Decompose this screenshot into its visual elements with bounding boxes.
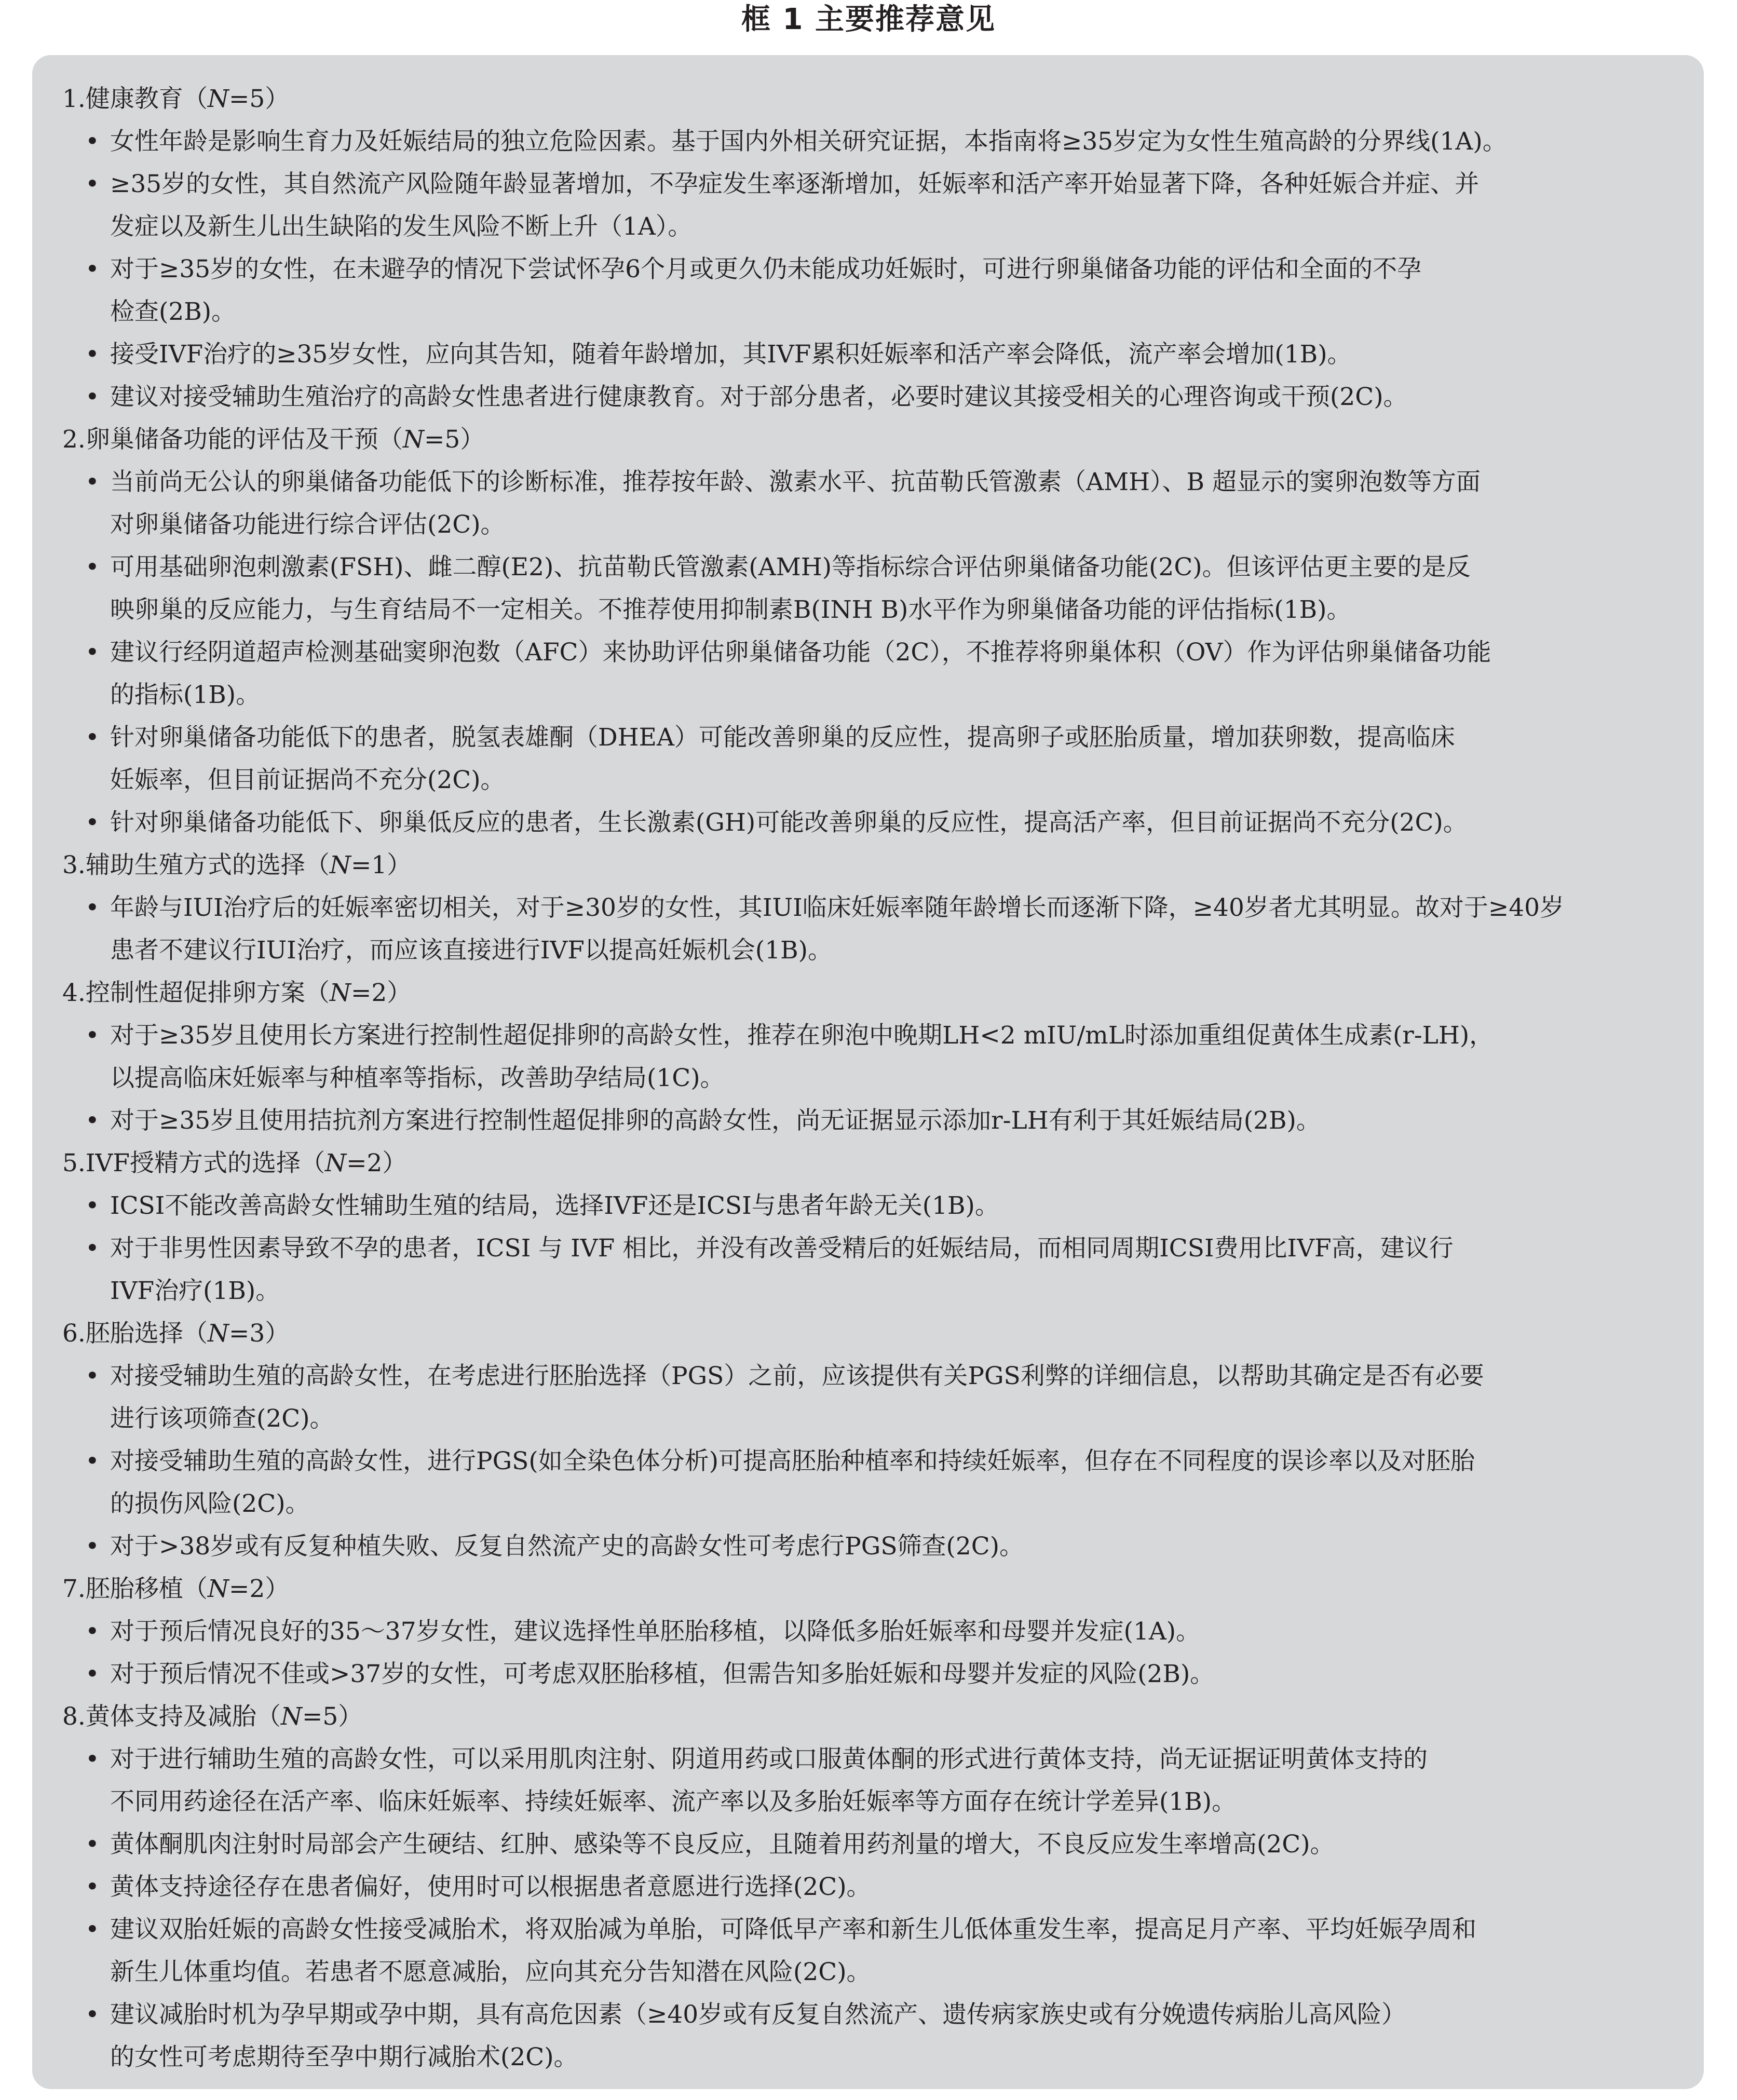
section-heading: 2.卵巢储备功能的评估及干预（N=5）: [62, 425, 485, 454]
section-title: 黄体支持及减胎: [85, 1702, 256, 1731]
bullet-list: [62, 461, 1688, 844]
recommendation-item: • 建议对接受辅助生殖治疗的高龄女性患者进行健康教育。对于部分患者，必要时建议其接受相关的心理咨询或干预(2C)。: [62, 376, 1688, 418]
section-number: 7.: [62, 1575, 86, 1603]
recommendation-item: • 当前尚无公认的卵巢储备功能低下的诊断标准，推荐按年龄、激素水平、抗苗勒氏管激素（AMH）、B 超显示的窦卵泡数等方面 对卵巢储备功能进行综合评估(2C)。: [62, 461, 1688, 546]
bullet-list: [62, 120, 1688, 418]
section-heading: 6.胚胎选择（N=3）: [62, 1319, 290, 1348]
section-count: 5: [322, 1702, 338, 1731]
recommendations-panel: [32, 55, 1704, 2089]
recommendation-item: • 建议减胎时机为孕早期或孕中期，具有高危因素（≥40岁或有反复自然流产、遗传病家族史或有分娩遗传病胎儿高风险） 的女性可考虑期待至孕中期行减胎术(2C)。: [62, 1994, 1688, 2079]
section-count: 5: [444, 425, 460, 454]
section-6: [62, 1312, 1688, 1568]
section-3: [62, 844, 1688, 972]
section-2: [62, 418, 1688, 844]
section-count: 2: [367, 1149, 383, 1177]
bullet-list: [62, 1738, 1688, 2079]
recommendation-item: • 对于≥35岁且使用拮抗剂方案进行控制性超促排卵的高龄女性，尚无证据显示添加r-LH有利于其妊娠结局(2B)。: [62, 1100, 1688, 1142]
section-number: 8.: [62, 1702, 86, 1731]
section-title: 控制性超促排卵方案: [85, 979, 305, 1007]
section-count: 3: [249, 1319, 265, 1348]
section-heading: 8.黄体支持及减胎（N=5）: [62, 1702, 363, 1731]
section-title: 卵巢储备功能的评估及干预: [85, 425, 378, 454]
recommendation-item: • 年龄与IUI治疗后的妊娠率密切相关，对于≥30岁的女性，其IUI临床妊娠率随年龄增长而逐渐下降，≥40岁者尤其明显。故对于≥40岁 患者不建议行IUI治疗，而应该直接进行IVF以提高妊娠机会(1B)。: [62, 887, 1688, 972]
recommendation-item: • 对于≥35岁的女性，在未避孕的情况下尝试怀孕6个月或更久仍未能成功妊娠时，可进行卵巢储备功能的评估和全面的不孕 检查(2B)。: [62, 248, 1688, 333]
section-heading: 1.健康教育（N=5）: [62, 85, 290, 113]
box-title: 框 1 主要推荐意见: [741, 3, 996, 36]
section-title: IVF授精方式的选择: [85, 1149, 301, 1177]
recommendation-item: • 黄体支持途径存在患者偏好，使用时可以根据患者意愿进行选择(2C)。: [62, 1866, 1688, 1908]
section-number: 4.: [62, 979, 86, 1007]
bullet-list: [62, 1610, 1688, 1696]
recommendation-item: • 对于非男性因素导致不孕的患者，ICSI 与 IVF 相比，并没有改善受精后的妊娠结局，而相同周期ICSI费用比IVF高，建议行 IVF治疗(1B)。: [62, 1227, 1688, 1312]
bullet-list: [62, 1014, 1688, 1142]
section-4: [62, 972, 1688, 1142]
recommendation-item: • 对于预后情况良好的35～37岁女性，建议选择性单胚胎移植，以降低多胎妊娠率和母婴并发症(1A)。: [62, 1610, 1688, 1653]
recommendation-item: • 对于进行辅助生殖的高龄女性，可以采用肌肉注射、阴道用药或口服黄体酮的形式进行黄体支持，尚无证据证明黄体支持的 不同用药途径在活产率、临床妊娠率、持续妊娠率、流产率以及多胎妊娠率等方面存在统计学差异(1B)。: [62, 1738, 1688, 1823]
section-heading: 5.IVF授精方式的选择（N=2）: [62, 1149, 407, 1177]
bullet-list: [62, 887, 1688, 972]
bullet-list: [62, 1185, 1688, 1312]
section-5: [62, 1142, 1688, 1312]
section-count: 1: [371, 851, 387, 879]
recommendation-item: • ICSI不能改善高龄女性辅助生殖的结局，选择IVF还是ICSI与患者年龄无关(1B)。: [62, 1185, 1688, 1227]
section-number: 1.: [62, 85, 86, 113]
section-8: [62, 1696, 1688, 2079]
recommendation-item: • 黄体酮肌肉注射时局部会产生硬结、红肿、感染等不良反应，且随着用药剂量的增大，不良反应发生率增高(2C)。: [62, 1823, 1688, 1866]
recommendation-item: • 对于≥35岁且使用长方案进行控制性超促排卵的高龄女性，推荐在卵泡中晚期LH<2 mIU/mL时添加重组促黄体生成素(r-LH)， 以提高临床妊娠率与种植率等指标，改善助孕结局(1C)。: [62, 1014, 1688, 1100]
section-title: 健康教育: [85, 85, 183, 113]
section-number: 5.: [62, 1149, 86, 1177]
section-heading: 4.控制性超促排卵方案（N=2）: [62, 979, 412, 1007]
section-heading: 3.辅助生殖方式的选择（N=1）: [62, 851, 412, 879]
section-1: [62, 78, 1688, 418]
section-count: 2: [249, 1575, 265, 1603]
section-title: 辅助生殖方式的选择: [85, 851, 305, 879]
recommendation-item: • 对于预后情况不佳或>37岁的女性，可考虑双胚胎移植，但需告知多胎妊娠和母婴并发症的风险(2B)。: [62, 1653, 1688, 1696]
section-count: 5: [249, 85, 265, 113]
recommendation-item: • 可用基础卵泡刺激素(FSH)、雌二醇(E2)、抗苗勒氏管激素(AMH)等指标综合评估卵巢储备功能(2C)。但该评估更主要的是反 映卵巢的反应能力，与生育结局不一定相关。不推荐使用抑制素B(INH B)水平作为卵巢储备功能的评估指标(1B)。: [62, 546, 1688, 631]
recommendation-item: • 建议行经阴道超声检测基础窦卵泡数（AFC）来协助评估卵巢储备功能（2C），不推荐将卵巢体积（OV）作为评估卵巢储备功能 的指标(1B)。: [62, 631, 1688, 716]
section-7: [62, 1568, 1688, 1696]
recommendation-item: • 女性年龄是影响生育力及妊娠结局的独立危险因素。基于国内外相关研究证据，本指南将≥35岁定为女性生殖高龄的分界线(1A)。: [62, 120, 1688, 163]
recommendation-item: • 对接受辅助生殖的高龄女性，进行PGS(如全染色体分析)可提高胚胎种植率和持续妊娠率，但存在不同程度的误诊率以及对胚胎 的损伤风险(2C)。: [62, 1440, 1688, 1525]
recommendation-item: • 针对卵巢储备功能低下、卵巢低反应的患者，生长激素(GH)可能改善卵巢的反应性，提高活产率，但目前证据尚不充分(2C)。: [62, 802, 1688, 844]
section-number: 6.: [62, 1319, 86, 1348]
section-title: 胚胎选择: [85, 1319, 183, 1348]
recommendation-item: • 建议双胎妊娠的高龄女性接受减胎术，将双胎减为单胎，可降低早产率和新生儿低体重发生率，提高足月产率、平均妊娠孕周和 新生儿体重均值。若患者不愿意减胎，应向其充分告知潜在风险(2C)。: [62, 1908, 1688, 1994]
section-heading: 7.胚胎移植（N=2）: [62, 1575, 290, 1603]
recommendation-item: • 接受IVF治疗的≥35岁女性，应向其告知，随着年龄增加，其IVF累积妊娠率和活产率会降低，流产率会增加(1B)。: [62, 333, 1688, 376]
section-count: 2: [371, 979, 387, 1007]
section-number: 3.: [62, 851, 86, 879]
bullet-list: [62, 1355, 1688, 1568]
section-title: 胚胎移植: [85, 1575, 183, 1603]
section-number: 2.: [62, 425, 86, 454]
recommendation-item: • 对于>38岁或有反复种植失败、反复自然流产史的高龄女性可考虑行PGS筛查(2C)。: [62, 1525, 1688, 1568]
recommendation-item: • ≥35岁的女性，其自然流产风险随年龄显著增加，不孕症发生率逐渐增加，妊娠率和活产率开始显著下降，各种妊娠合并症、并 发症以及新生儿出生缺陷的发生风险不断上升（1A）。: [62, 163, 1688, 248]
recommendation-item: • 针对卵巢储备功能低下的患者，脱氢表雄酮（DHEA）可能改善卵巢的反应性，提高卵子或胚胎质量，增加获卵数，提高临床 妊娠率，但目前证据尚不充分(2C)。: [62, 716, 1688, 802]
recommendation-item: • 对接受辅助生殖的高龄女性，在考虑进行胚胎选择（PGS）之前，应该提供有关PGS利弊的详细信息，以帮助其确定是否有必要 进行该项筛查(2C)。: [62, 1355, 1688, 1440]
